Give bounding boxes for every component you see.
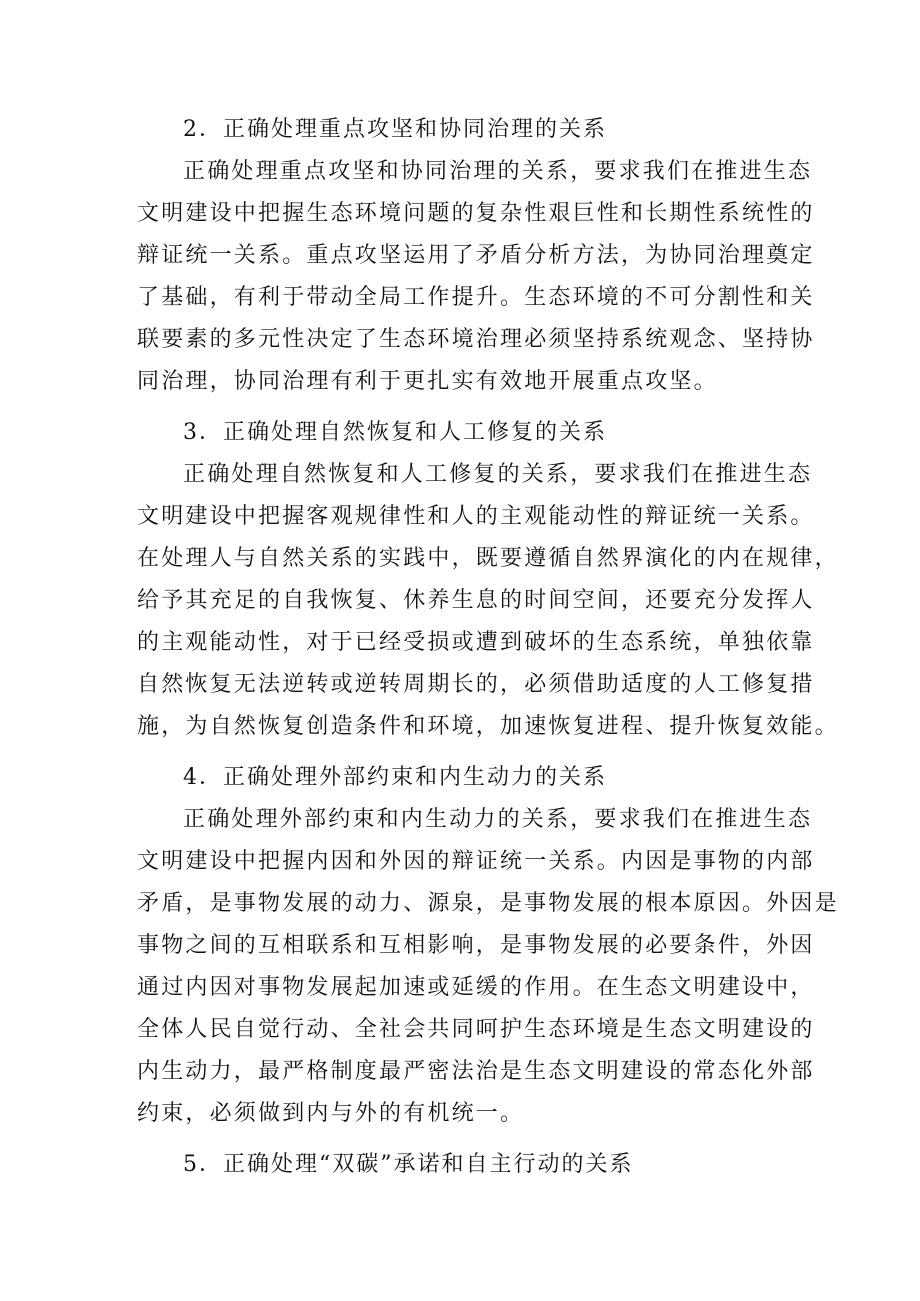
- paragraph-line: 了基础，有利于带动全局工作提升。生态环境的不可分割性和关: [137, 285, 815, 310]
- paragraph-line: 给予其充足的自我恢复、休养生息的时间空间，还要充分发挥人: [137, 588, 815, 613]
- paragraph-line: 内生动力，最严格制度最严密法治是生态文明建设的常态化外部: [137, 1059, 815, 1084]
- paragraph-line: 全体人民自觉行动、全社会共同呵护生态环境是生态文明建设的: [137, 1017, 815, 1042]
- paragraph-line: 辩证统一关系。重点攻坚运用了矛盾分析方法，为协同治理奠定: [137, 243, 815, 268]
- section-heading: 5．正确处理“双碳”承诺和自主行动的关系: [183, 1152, 634, 1177]
- paragraph-line: 施，为自然恢复创造条件和环境，加速恢复进程、提升恢复效能。: [137, 714, 839, 739]
- paragraph-line: 约束，必须做到内与外的有机统一。: [137, 1101, 525, 1126]
- paragraph-line: 联要素的多元性决定了生态环境治理必须坚持系统观念、坚持协: [137, 327, 815, 352]
- paragraph-line: 矛盾，是事物发展的动力、源泉，是事物发展的根本原因。外因是: [137, 891, 839, 916]
- paragraph-line: 正确处理外部约束和内生动力的关系，要求我们在推进生态: [183, 807, 813, 832]
- paragraph-line: 正确处理重点攻坚和协同治理的关系，要求我们在推进生态: [183, 159, 813, 184]
- section-heading: 2．正确处理重点攻坚和协同治理的关系: [183, 117, 607, 142]
- paragraph-line: 文明建设中把握内因和外因的辩证统一关系。内因是事物的内部: [137, 849, 815, 874]
- section-heading: 4．正确处理外部约束和内生动力的关系: [183, 765, 607, 790]
- paragraph-line: 事物之间的互相联系和互相影响，是事物发展的必要条件，外因: [137, 933, 815, 958]
- section-heading: 3．正确处理自然恢复和人工修复的关系: [183, 420, 607, 445]
- paragraph-line: 通过内因对事物发展起加速或延缓的作用。在生态文明建设中，: [137, 975, 815, 1000]
- paragraph-line: 正确处理自然恢复和人工修复的关系，要求我们在推进生态: [183, 462, 813, 487]
- paragraph-line: 文明建设中把握客观规律性和人的主观能动性的辩证统一关系。: [137, 504, 815, 529]
- paragraph-line: 同治理，协同治理有利于更扎实有效地开展重点攻坚。: [137, 369, 718, 394]
- paragraph-line: 文明建设中把握生态环境问题的复杂性艰巨性和长期性系统性的: [137, 201, 815, 226]
- paragraph-line: 的主观能动性，对于已经受损或遭到破坏的生态系统，单独依靠: [137, 630, 815, 655]
- paragraph-line: 在处理人与自然关系的实践中，既要遵循自然界演化的内在规律，: [137, 546, 839, 571]
- paragraph-line: 自然恢复无法逆转或逆转周期长的，必须借助适度的人工修复措: [137, 672, 815, 697]
